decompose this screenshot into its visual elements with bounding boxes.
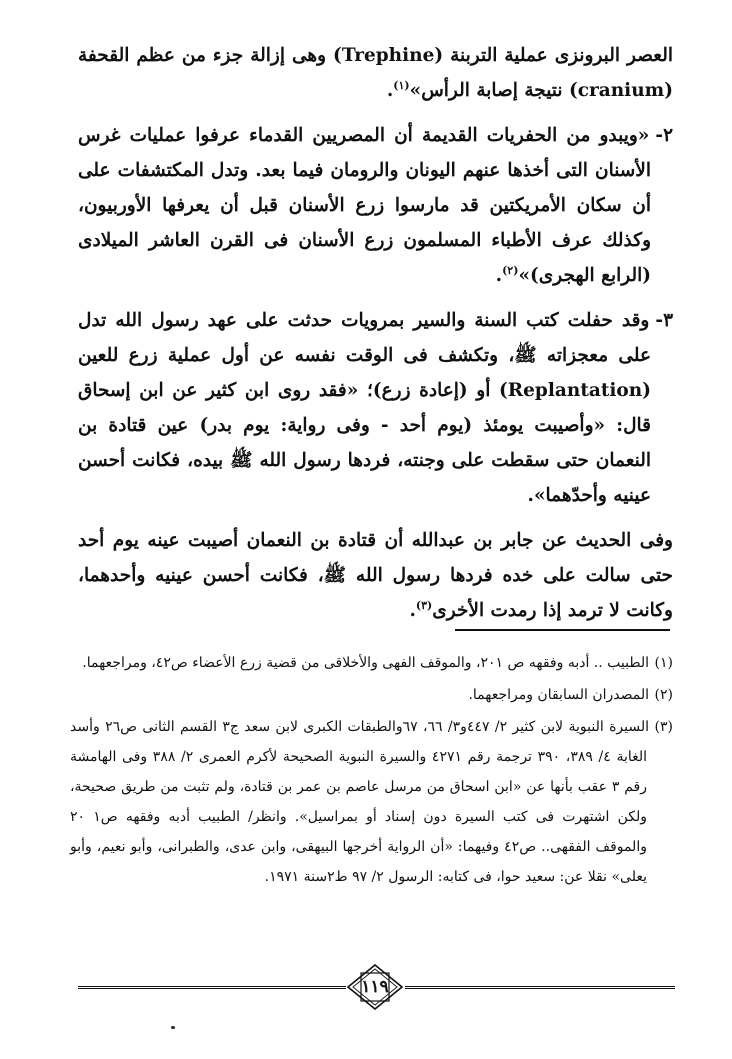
footnote-number: (١) <box>654 655 673 671</box>
footnote-ref-1[interactable]: (١) <box>393 78 410 92</box>
footnote-number: (٣) <box>654 719 674 735</box>
footer-rule-left <box>78 986 346 989</box>
footnote-2: (٢)المصدران السابقان ومراجعهما. <box>70 680 673 710</box>
footnotes <box>70 648 673 894</box>
item-number: ٣- <box>655 310 673 331</box>
footnote-ref-2[interactable]: (٢) <box>502 263 519 277</box>
paragraph-2: ٢-«ويبدو من الحفريات القديمة أن المصريين القدماء عرفوا عمليات غرس الأسنان التى أخذها عنهم اليونان والرومان فيما بعد. وتدل المكتشفات على أن سكان الأمريكتين قد مارسوا زرع الأسنان قبل أن يعرفها الأوربيون، وكذلك عرف الأطباء المسلمون زرع الأسنان فى القرن العاشر الميلادى (الرابع الهجرى)»$^{(٢)}$. <box>78 125 673 286</box>
footnote-ref-3[interactable]: (٣) <box>415 598 433 612</box>
paragraph-3: ٣-وقد حفلت كتب السنة والسير بمرويات حدثت على عهد رسول الله تدل على معجزاته ﷺ، وتكشف فى الوقت نفسه عن أول عملية زرع للعين (Replantation) أو (إعادة زرع)؛ «فقد روى ابن كثير عن ابن إسحاق قال: «وأصيبت يومئذ (يوم أحد - وفى رواية: يوم بدر) عين قتادة بن النعمان حتى سقطت على وجنته، فردها رسول الله ﷺ بيده، فكانت أحسن عينيه وأحدّهما». <box>78 310 673 506</box>
item-number: ٢- <box>655 125 673 146</box>
main-text <box>78 38 673 638</box>
page-number: ١١٩ <box>361 977 389 997</box>
footnote-separator <box>455 629 670 631</box>
paragraph-1: العصر البرونزى عملية التربنة (Trephine) وهى إزالة جزء من عظم القحفة (cranium) نتيجة إصابة الرأس»$^{(١)}$. <box>78 45 673 101</box>
footer-rule-right <box>405 986 675 989</box>
print-speck <box>171 1026 175 1029</box>
footnote-3: (٣)السيرة النبوية لابن كثير ٢/ ٤٤٧و٣/ ٦٦، ٦٧والطبقات الكبرى لابن سعد ج٣ القسم الثانى ص٢٦ وأسد الغابة ٤/ ٣٨٩، ٣٩٠ ترجمة رقم ٤٢٧١ والسيرة النبوية الصحيحة لأكرم العمرى ٢/ ٣٨٨ وفى الهامشة رقم ٣ عقب بأنها عن «ابن اسحاق من مرسل عاصم بن عمر بن قتادة، ولم تثبت من طريق صحيحة، ولكن اشتهرت فى كتب السيرة دون إسناد أو بمراسيل». وانظر/ الطبيب أدبه وفقهه ص١ ٢٠ والموقف الفقهى.. ص٤٢ وفيهما: «أن الرواية أخرجها البيهقى، وابن عدى، والطبرانى، وأبو نعيم، وأبو يعلى» نقلا عن: سعيد حوا، فى كتابه: الرسول ٢/ ٩٧ ط٢سنة ١٩٧١. <box>70 712 673 892</box>
footnote-number: (٢) <box>654 687 673 703</box>
paragraph-4: وفى الحديث عن جابر بن عبدالله أن قتادة بن النعمان أصيبت عينه يوم أحد حتى سالت على خده فردها رسول الله ﷺ، فكانت أحسن عينيه وأحدهما، وكانت لا ترمد إذا رمدت الأخرى$^{(٣)}$. <box>78 530 673 621</box>
footnote-1: (١)الطبيب .. أدبه وفقهه ص ٢٠١، والموقف الفهى والأخلاقى من قضية زرع الأعضاء ص٤٢، ومراجعهما. <box>70 648 673 678</box>
